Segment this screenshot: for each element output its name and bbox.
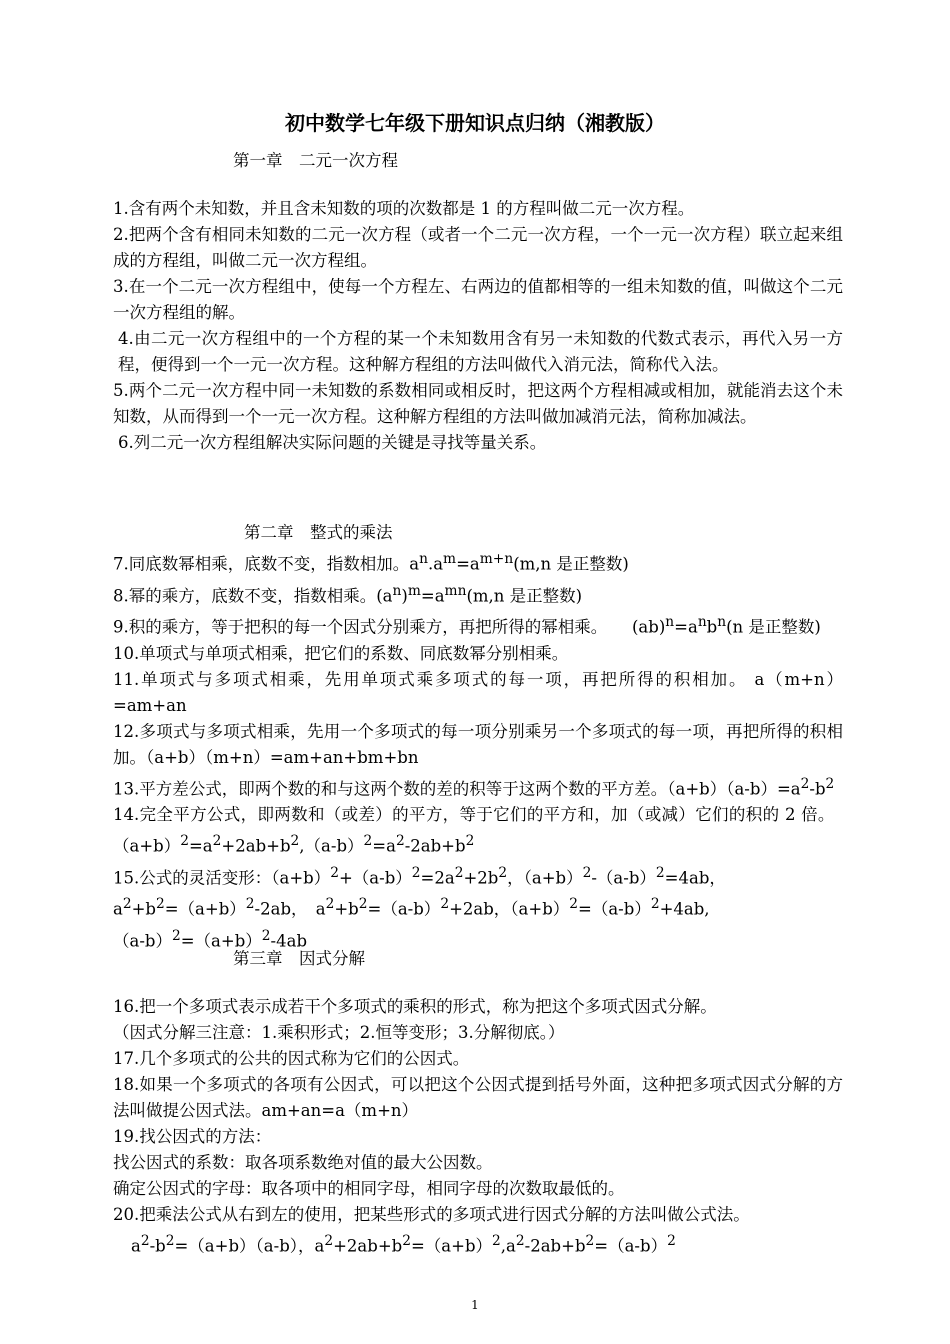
chapter-1-heading: 第一章 二元一次方程 [233,151,398,170]
item-2: 2.把两个含有相同未知数的二元一次方程（或者一个二元一次方程，一个一元一次方程）联立起来组成的方程组，叫做二元一次方程组。 [113,225,843,270]
item-12: 12.多项式与多项式相乘，先用一个多项式的每一项分别乘另一个多项式的每一项，再把所得的积相加。（a+b）（m+n）=am+an+bm+bn [113,721,843,767]
item-10: 10.单项式与单项式相乘，把它们的系数、同底数幂分别相乘。 [113,643,569,663]
item-9: 9.积的乘方，等于把积的每一个因式分别乘方，再把所得的幂相乘。 $(ab)^n=a^nb^n(n$ 是正整数) [113,614,821,637]
item-19: 19.找公因式的方法： [113,1127,272,1146]
item-11: 11.单项式与多项式相乘，先用单项式乘多项式的每一项，再把所得的积相加。 a（m+n）=am+an [113,669,843,715]
item-7: 7.同底数幂相乘，底数不变，指数相加。$a^n.a^m=a^{m+n}(m,n$ 是正整数) [113,551,629,574]
item-16-note: （因式分解三注意：1.乘积形式；2.恒等变形；3.分解彻底。） [113,1023,565,1042]
chapter-2-body [113,546,843,954]
formula-15-line-3: $(a-b)^2=(a+b)^2-4ab$ [113,927,308,950]
chapter-2-heading: 第二章 整式的乘法 [244,523,393,542]
item-8: 8.幂的乘方，底数不变，指数相乘。$(a^n)^m=a^{mn}(m,n$ 是正整数) [113,582,583,605]
item-20: 20.把乘法公式从右到左的使用，把某些形式的多项式进行因式分解的方法叫做公式法。 [113,1205,750,1224]
formula-20: $a^2-b^2=(a+b)(a-b)$，$a^2+2ab+b^2=(a+b)^2,a^2-2ab+b^2=(a-b)^2$ [131,1233,676,1256]
item-1: 1.含有两个未知数，并且含未知数的项的次数都是 1 的方程叫做二元一次方程。 [113,199,695,218]
item-4: 4.由二元一次方程组中的一个方程的某一个未知数用含有另一未知数的代数式表示，再代入另一方程，便得到一个一元一次方程。这种解方程组的方法叫做代入消元法，简称代入法。 [118,329,843,374]
item-14: 14.完全平方公式，即两数和（或差）的平方，等于它们的平方和，加（或减）它们的积的 2 倍。 $(a+b)^2=a^2+2ab+b^2,(a-b)^2=a^2-2ab+b^2$ [113,805,843,856]
item-13: 13.平方差公式，即两个数的和与这两个数的差的积等于这两个数的平方差。$(a+b)(a-b)=a^2-b^2$ [113,775,835,798]
page-number: 1 [471,1298,479,1312]
item-5: 5.两个二元一次方程中同一未知数的系数相同或相反时，把这两个方程相减或相加，就能消去这个未知数，从而得到一个一元一次方程。这种解方程组的方法叫做加减消元法，简称加减法。 [113,381,843,426]
item-19-letters: 确定公因式的字母：取各项中的相同字母，相同字母的次数取最低的。 [113,1179,625,1198]
item-18: 18.如果一个多项式的各项有公因式，可以把这个公因式提到括号外面，这种把多项式因式分解的方法叫做提公因式法。am+an=a（m+n） [113,1075,843,1120]
item-15: 15.公式的灵活变形：$(a+b)^2+(a-b)^2=2a^2+2b^2$，$(a+b)^2-(a-b)^2=4ab$， [113,864,726,887]
item-16: 16.把一个多项式表示成若干个多项式的乘积的形式，称为把这个多项式因式分解。 [113,997,717,1016]
chapter-3-heading: 第三章 因式分解 [233,949,365,968]
formula-15-line-2: $a^2+b^2=(a+b)^2-2ab$， $a^2+b^2=(a-b)^2+2ab$，$(a+b)^2=(a-b)^2+4ab$, [113,896,710,919]
document-title: 初中数学七年级下册知识点归纳（湘教版） [285,111,665,135]
item-6: 6.列二元一次方程组解决实际问题的关键是寻找等量关系。 [118,433,547,452]
item-3: 3.在一个二元一次方程组中，使每一个方程左、右两边的值都相等的一组未知数的值，叫做这个二元一次方程组的解。 [113,277,843,322]
chapter-3-body [113,994,843,1260]
chapter-1-body [113,196,843,456]
item-17: 17.几个多项式的公共的因式称为它们的公因式。 [113,1049,470,1068]
item-19-coefficient: 找公因式的系数：取各项系数绝对值的最大公因数。 [113,1153,493,1172]
